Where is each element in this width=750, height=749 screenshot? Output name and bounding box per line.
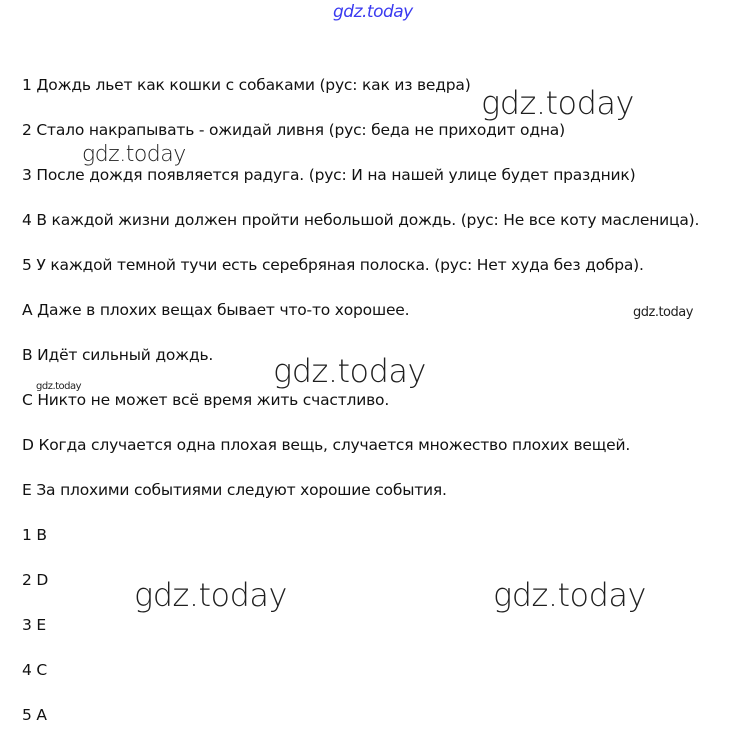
watermark-center: gdz.today	[273, 352, 426, 390]
answer-3: 3 E	[22, 616, 46, 634]
answer-1: 1 B	[22, 526, 47, 544]
watermark-bottom-right: gdz.today	[493, 576, 646, 614]
meaning-b: B Идёт сильный дождь.	[22, 346, 214, 364]
statement-2: 2 Стало накрапывать - ожидай ливня (рус: беда не приходит одна)	[22, 121, 565, 139]
meaning-c: C Никто не может всё время жить счастливо.	[22, 391, 390, 409]
statement-1: 1 Дождь льет как кошки с собаками (рус: как из ведра)	[22, 76, 471, 94]
meaning-a: A Даже в плохих вещах бывает что-то хорошее.	[22, 301, 410, 319]
watermark-small-right: gdz.today	[633, 305, 693, 320]
answer-4: 4 C	[22, 661, 48, 679]
statement-3: 3 После дождя появляется радуга. (рус: И на нашей улице будет праздник)	[22, 166, 636, 184]
answer-2: 2 D	[22, 571, 49, 589]
meaning-e: E За плохими событиями следуют хорошие события.	[22, 481, 447, 499]
answer-5: 5 A	[22, 706, 47, 724]
watermark-top: gdz.today	[333, 2, 413, 22]
watermark-right-top: gdz.today	[481, 84, 634, 122]
meaning-d: D Когда случается одна плохая вещь, случается множество плохих вещей.	[22, 436, 631, 454]
statement-4: 4 В каждой жизни должен пройти небольшой дождь. (рус: Не все коту масленица).	[22, 211, 700, 229]
statement-5: 5 У каждой темной тучи есть серебряная полоска. (рус: Нет худа без добра).	[22, 256, 644, 274]
watermark-left: gdz.today	[82, 142, 186, 167]
watermark-tiny-left: gdz.today	[36, 381, 82, 392]
watermark-bottom-left: gdz.today	[134, 576, 287, 614]
